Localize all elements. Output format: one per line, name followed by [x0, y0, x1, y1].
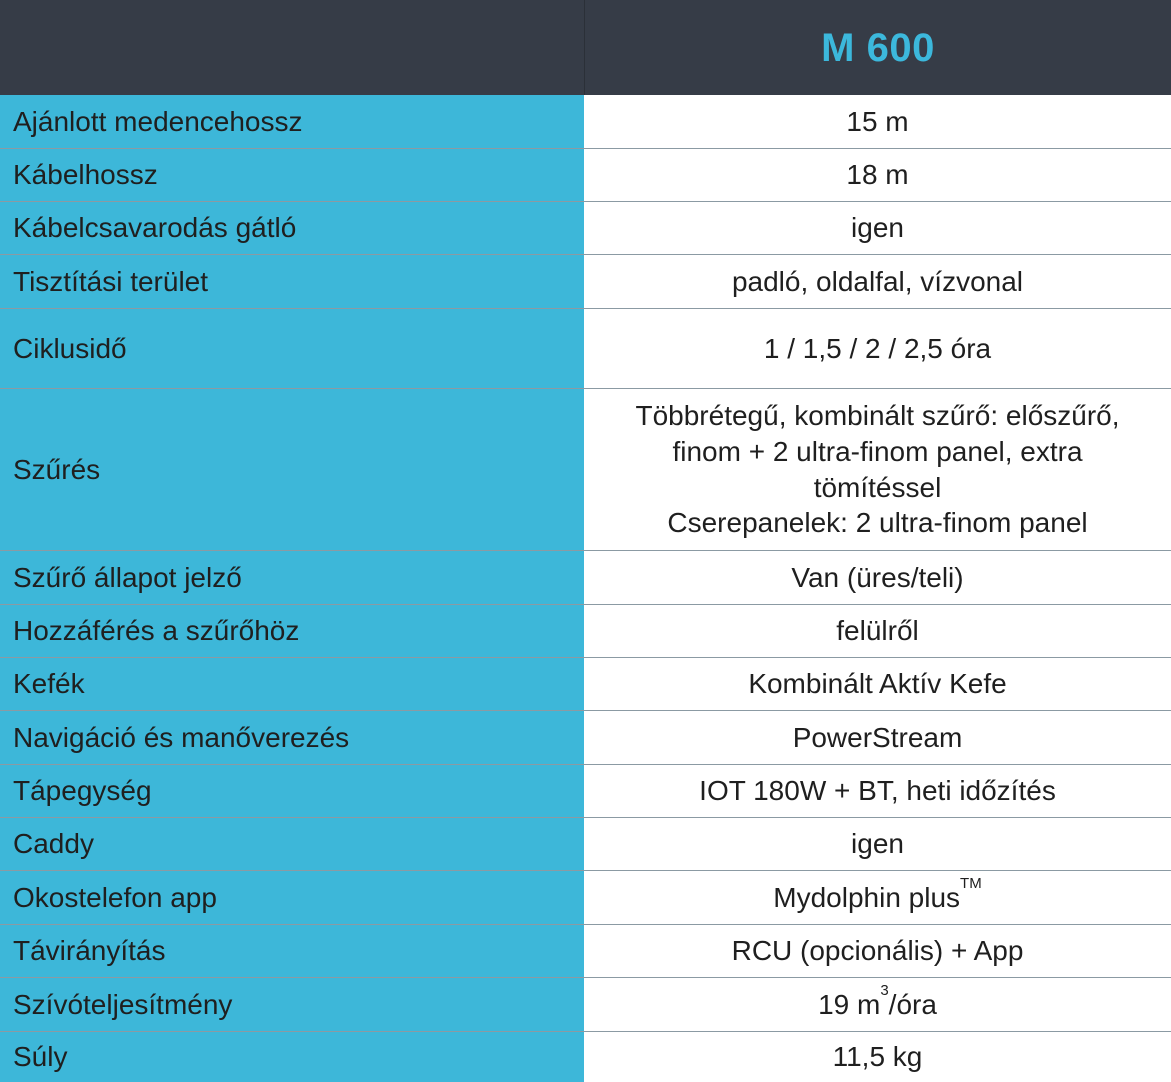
spec-label: Tápegység — [0, 765, 584, 818]
spec-value-suffix: /óra — [888, 988, 937, 1020]
spec-label: Szűrés — [0, 389, 584, 551]
spec-label: Távirányítás — [0, 925, 584, 978]
spec-value: igen — [584, 202, 1171, 255]
header-model-cell — [584, 0, 1171, 95]
spec-label: Ciklusidő — [0, 309, 584, 389]
spec-label: Szívóteljesítmény — [0, 978, 584, 1032]
spec-value: padló, oldalfal, vízvonal — [584, 255, 1171, 309]
spec-value: PowerStream — [584, 711, 1171, 765]
spec-label: Tisztítási terület — [0, 255, 584, 309]
spec-label: Kábelcsavarodás gátló — [0, 202, 584, 255]
unit-superscript: 3 — [880, 981, 889, 999]
spec-label: Ajánlott medencehossz — [0, 95, 584, 149]
spec-value-line: Többrétegű, kombinált szűrő: előszűrő, — [635, 399, 1120, 431]
spec-value-text: Mydolphin plus — [773, 881, 961, 913]
spec-value-line: Cserepanelek: 2 ultra-finom panel — [667, 507, 1088, 539]
spec-value-line: tömítéssel — [813, 471, 942, 503]
spec-value: igen — [584, 818, 1171, 871]
spec-label: Szűrő állapot jelző — [0, 551, 584, 605]
spec-value: RCU (opcionális) + App — [584, 925, 1171, 978]
spec-value-line: finom + 2 ultra-finom panel, extra — [672, 435, 1083, 467]
spec-value: Van (üres/teli) — [584, 551, 1171, 605]
spec-label: Hozzáférés a szűrőhöz — [0, 605, 584, 658]
spec-label: Súly — [0, 1032, 584, 1082]
spec-value: 18 m — [584, 149, 1171, 202]
spec-label: Navigáció és manőverezés — [0, 711, 584, 765]
spec-value — [584, 871, 1171, 925]
spec-value: 1 / 1,5 / 2 / 2,5 óra — [584, 309, 1171, 389]
spec-value: felülről — [584, 605, 1171, 658]
spec-value: IOT 180W + BT, heti időzítés — [584, 765, 1171, 818]
spec-value: Kombinált Aktív Kefe — [584, 658, 1171, 711]
spec-label: Okostelefon app — [0, 871, 584, 925]
spec-value: 15 m — [584, 95, 1171, 149]
spec-label: Kefék — [0, 658, 584, 711]
spec-value-text: 19 m — [818, 988, 881, 1020]
spec-label: Caddy — [0, 818, 584, 871]
spec-value: 11,5 kg — [584, 1032, 1171, 1082]
spec-value-multiline — [584, 389, 1171, 551]
trademark-superscript: TM — [960, 874, 982, 892]
spec-label: Kábelhossz — [0, 149, 584, 202]
model-title: M 600 — [821, 26, 935, 70]
spec-value — [584, 978, 1171, 1032]
header-left-cell — [0, 0, 584, 95]
